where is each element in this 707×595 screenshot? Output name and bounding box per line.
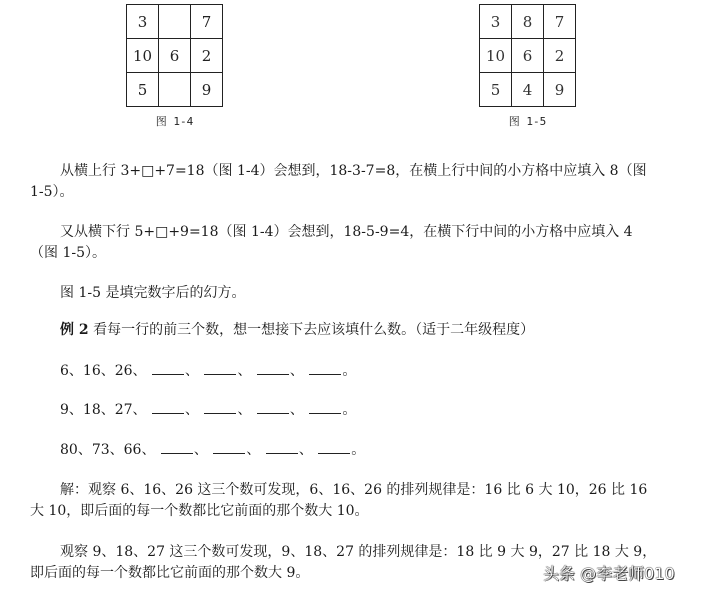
cell: 9 — [191, 73, 223, 107]
text-line: 从横上行 3+□+7=18（图 1-4）会想到，18-3-7=8，在横上行中间的小方格中应填入 8（图 — [60, 163, 647, 179]
separator: 、 — [289, 363, 304, 379]
sequence-row-1 — [60, 361, 356, 382]
text-line — [30, 320, 685, 341]
sequence-row-2 — [60, 400, 356, 421]
separator: 、 — [289, 402, 304, 418]
cell: 6 — [159, 39, 191, 73]
cell: 3 — [480, 5, 512, 39]
separator: 、 — [185, 363, 199, 379]
period: 。 — [351, 442, 366, 458]
text-line: 1-5）。 — [30, 184, 74, 200]
text-line: 大 10，即后面的每一个数都比它前面的那个数大 10。 — [30, 503, 369, 519]
magic-square-incomplete — [126, 4, 223, 107]
text-line: 解：观察 6、16、26 这三个数可发现，6、16、26 的排列规律是：16 比 6 大 10，26 比 16 — [60, 482, 648, 498]
text-line: 即后面的每一个数都比它前面的那个数大 9。 — [30, 565, 310, 581]
answer-blank[interactable] — [204, 362, 236, 375]
paragraph-top-row — [30, 161, 685, 203]
cell: 10 — [127, 39, 159, 73]
period: 。 — [342, 402, 357, 418]
cell: 5 — [127, 73, 159, 107]
watermark: 头条 @李老师010 — [543, 564, 675, 583]
answer-blank[interactable] — [309, 362, 341, 375]
sequence-prefix: 9、18、27、 — [60, 402, 147, 418]
text-line: 观察 9、18、27 这三个数可发现，9、18、27 的排列规律是：18 比 9 大 9，27 比 18 大 9， — [60, 544, 657, 560]
cell: 3 — [127, 5, 159, 39]
sequence-prefix: 6、16、26、 — [60, 363, 147, 379]
sequence-prefix: 80、73、66、 — [60, 442, 156, 458]
text-line: 图 1-5 是填完数字后的幻方。 — [60, 285, 246, 301]
cell: 5 — [480, 73, 512, 107]
sequence-row-3 — [60, 440, 365, 461]
separator: 、 — [237, 402, 252, 418]
separator: 、 — [298, 442, 313, 458]
cell: 4 — [512, 73, 544, 107]
cell: 10 — [480, 39, 512, 73]
text-line: 又从横下行 5+□+9=18（图 1-4）会想到，18-5-9=4，在横下行中间的小方格中应填入 4 — [60, 224, 633, 240]
separator: 、 — [193, 442, 208, 458]
solution-paragraph-1 — [30, 480, 685, 522]
example-label: 例 2 — [60, 322, 89, 338]
answer-blank[interactable] — [318, 441, 350, 454]
separator: 、 — [237, 363, 252, 379]
figure-caption: 图 1-5 — [508, 115, 547, 128]
figure-1-4 — [126, 4, 223, 129]
answer-blank[interactable] — [309, 401, 341, 414]
example-text: 看每一行的前三个数，想一想接下去应该填什么数。（适于二年级程度） — [88, 322, 535, 338]
cell: 2 — [544, 39, 576, 73]
paragraph-bottom-row — [30, 222, 685, 264]
separator: 、 — [246, 442, 261, 458]
example-2-heading — [30, 320, 685, 341]
answer-blank[interactable] — [204, 401, 236, 414]
answer-blank[interactable] — [152, 401, 184, 414]
cell: 7 — [544, 5, 576, 39]
cell: 8 — [512, 5, 544, 39]
answer-blank[interactable] — [152, 362, 184, 375]
separator: 、 — [185, 402, 199, 418]
text-line: （图 1-5）。 — [30, 245, 106, 261]
answer-blank[interactable] — [257, 401, 289, 414]
cell: 6 — [512, 39, 544, 73]
cell: 9 — [544, 73, 576, 107]
answer-blank[interactable] — [266, 441, 298, 454]
magic-square-complete — [479, 4, 576, 107]
cell-empty — [159, 5, 191, 39]
figure-1-5 — [479, 4, 576, 129]
figure-caption: 图 1-4 — [155, 115, 194, 128]
answer-blank[interactable] — [161, 441, 193, 454]
answer-blank[interactable] — [257, 362, 289, 375]
cell-empty — [159, 73, 191, 107]
cell: 7 — [191, 5, 223, 39]
answer-blank[interactable] — [213, 441, 245, 454]
paragraph-summary — [30, 283, 685, 304]
period: 。 — [342, 363, 357, 379]
cell: 2 — [191, 39, 223, 73]
